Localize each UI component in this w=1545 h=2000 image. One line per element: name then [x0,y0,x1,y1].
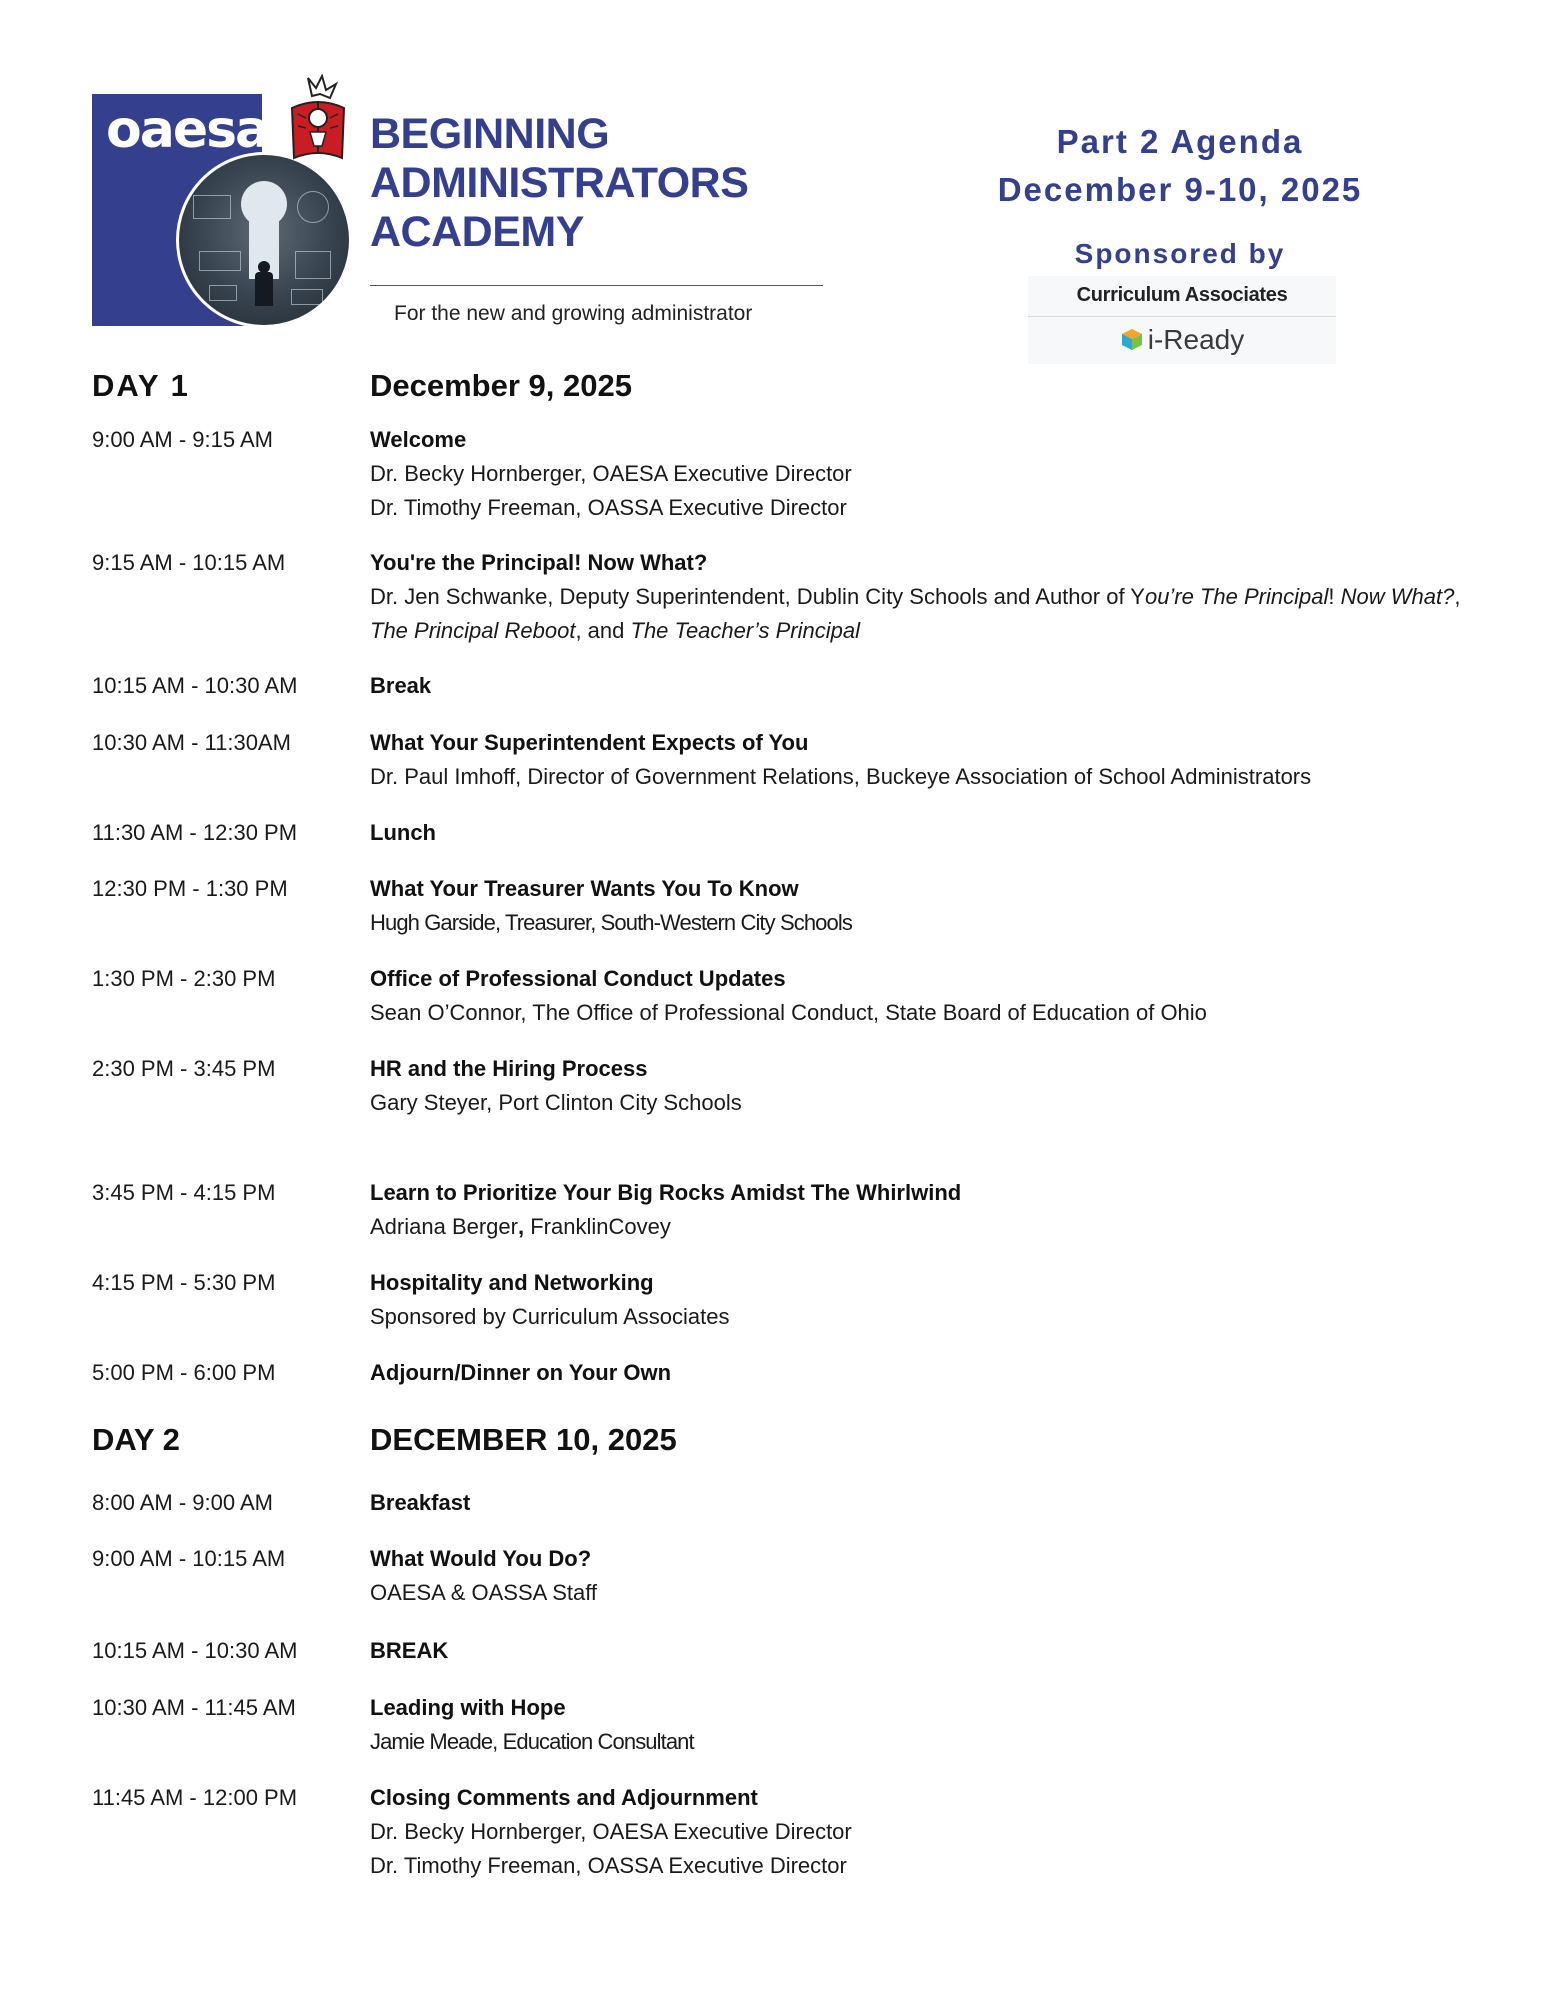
day1-date: December 9, 2025 [370,368,632,403]
session-speaker: Dr. Timothy Freeman, OASSA Executive Director [370,1853,847,1878]
session-time: 10:30 AM - 11:45 AM [92,1695,296,1720]
day1-label: DAY 1 [92,368,190,403]
logo-text: oaesa [106,100,269,160]
session-time: 9:00 AM - 9:15 AM [92,427,273,452]
session-title: What Your Treasurer Wants You To Know [370,876,799,901]
iready-cube-icon [1120,327,1144,351]
session-time: 4:15 PM - 5:30 PM [92,1270,276,1295]
session-time: 11:45 AM - 12:00 PM [92,1785,298,1810]
session [370,872,1490,940]
session-title: Leading with Hope [370,1695,566,1720]
session-title: Hospitality and Networking [370,1270,654,1295]
session-title: You're the Principal! Now What? [370,550,708,575]
session-time: 2:30 PM - 3:45 PM [92,1056,276,1081]
session [370,1542,1490,1610]
session-time: 10:15 AM - 10:30 AM [92,1638,298,1663]
session [370,1266,1490,1334]
session-speaker: OAESA & OASSA Staff [370,1580,598,1605]
agenda-dates: December 9-10, 2025 [997,171,1363,208]
session [370,546,1490,648]
session-title: Office of Professional Conduct Updates [370,966,786,991]
sponsor-name: Curriculum Associates [1076,284,1288,306]
tagline: For the new and growing administrator [394,302,753,325]
session-title: What Your Superintendent Expects of You [370,730,809,755]
session-title: BREAK [370,1638,449,1663]
session-title: HR and the Hiring Process [370,1056,648,1081]
session-speaker: Dr. Becky Hornberger, OAESA Executive Director [370,1819,852,1844]
session-title: Closing Comments and Adjournment [370,1785,758,1810]
session-title: Lunch [370,820,436,845]
session-speaker: Hugh Garside, Treasurer, South-Western City Schools [370,910,852,935]
academy-title-line: ACADEMY [370,208,584,256]
session-speaker: Adriana Berger, FranklinCovey [370,1214,671,1239]
session-title: Breakfast [370,1490,471,1515]
session-speaker: Sponsored by Curriculum Associates [370,1304,730,1329]
session [370,1486,1490,1520]
session-speaker: Sean O’Connor, The Office of Professional Conduct, State Board of Education of Ohio [370,1000,1207,1025]
session-speaker: Dr. Timothy Freeman, OASSA Executive Director [370,495,847,520]
session-time: 9:00 AM - 10:15 AM [92,1546,286,1571]
session [370,423,1490,525]
agenda-title: Part 2 Agenda [1056,123,1304,160]
session [370,726,1490,794]
session [370,962,1490,1030]
session-title: Learn to Prioritize Your Big Rocks Amidst The Whirlwind [370,1180,962,1205]
session-speaker: Gary Steyer, Port Clinton City Schools [370,1090,742,1115]
session-speaker: Dr. Paul Imhoff, Director of Government Relations, Buckeye Association of School Administrators [370,764,1312,789]
keyhole-image [176,152,352,328]
session-time: 12:30 PM - 1:30 PM [92,876,288,901]
agenda-heading [960,118,1400,214]
session-time: 9:15 AM - 10:15 AM [92,550,286,575]
day2-date: DECEMBER 10, 2025 [370,1422,677,1457]
day2-label: DAY 2 [92,1422,180,1457]
session [370,669,1490,703]
session-title: Break [370,673,432,698]
session [370,1052,1490,1120]
sponsored-by-label: Sponsored by [1074,238,1286,269]
title-divider [370,285,823,286]
session-time: 5:00 PM - 6:00 PM [92,1360,276,1385]
session [370,816,1490,850]
session-speaker: Dr. Becky Hornberger, OAESA Executive Director [370,461,852,486]
session-time: 3:45 PM - 4:15 PM [92,1180,276,1205]
mascot-book-icon [286,74,350,168]
session-speaker: Dr. Jen Schwanke, Deputy Superintendent, Dublin City Schools and Author of You’re The Principal! Now What?, The Principal Reboot, and The Teacher’s Principal [370,584,1461,643]
academy-title-line: BEGINNING [370,110,610,158]
session-title: Welcome [370,427,467,452]
session-title: What Would You Do? [370,1546,592,1571]
session-time: 1:30 PM - 2:30 PM [92,966,276,991]
sponsor-logo [1028,276,1336,364]
session [370,1634,1490,1668]
session [370,1356,1490,1390]
session-time: 10:30 AM - 11:30AM [92,730,291,755]
session [370,1176,1490,1244]
session-time: 10:15 AM - 10:30 AM [92,673,298,698]
sponsor-product: i-Ready [1147,324,1245,355]
session-time: 11:30 AM - 12:30 PM [92,820,298,845]
session [370,1691,1490,1759]
session-title: Adjourn/Dinner on Your Own [370,1360,672,1385]
academy-title [370,110,748,257]
session-time: 8:00 AM - 9:00 AM [92,1490,273,1515]
session [370,1781,1490,1883]
session-speaker: Jamie Meade, Education Consultant [370,1729,694,1754]
academy-title-line: ADMINISTRATORS [370,159,749,207]
